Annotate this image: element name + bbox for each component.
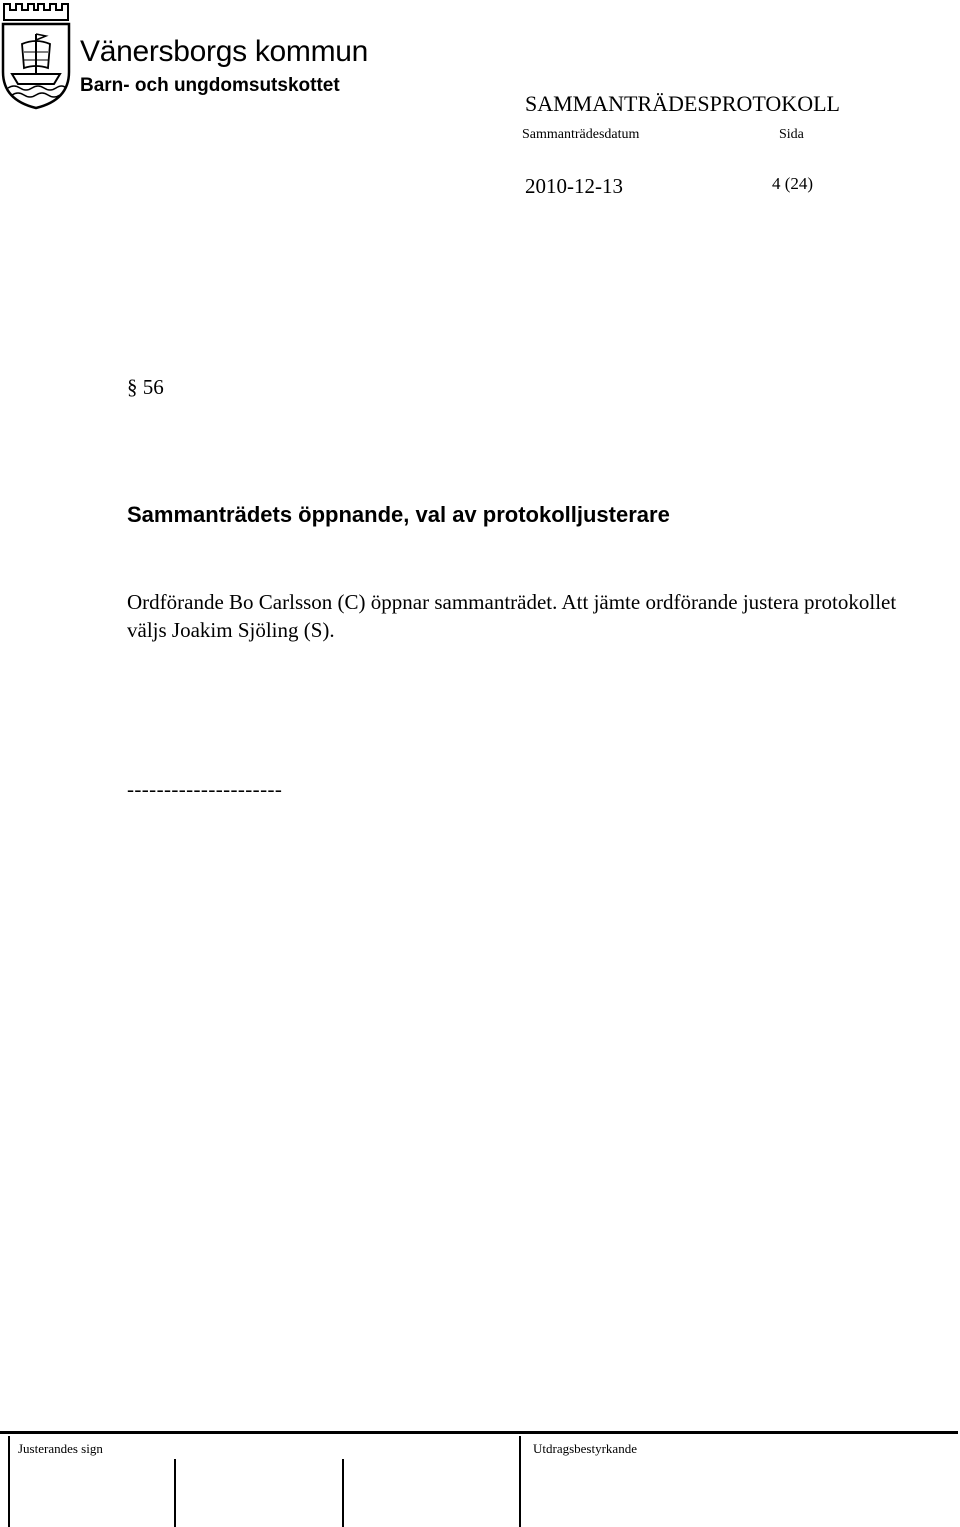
footer-divider xyxy=(8,1436,10,1527)
footer-top-rule xyxy=(0,1431,958,1434)
signature-label: Justerandes sign xyxy=(18,1441,103,1456)
meeting-date: 2010-12-13 xyxy=(525,174,623,198)
section-separator: --------------------- xyxy=(127,777,283,801)
footer-divider xyxy=(174,1459,176,1527)
document-type: SAMMANTRÄDESPROTOKOLL xyxy=(525,91,840,116)
meeting-date-label: Sammanträdesdatum xyxy=(522,127,640,142)
certification-label: Utdragsbestyrkande xyxy=(533,1441,637,1456)
section-heading: Sammanträdets öppnande, val av protokolljusterare xyxy=(127,502,670,527)
section-body: Ordförande Bo Carlsson (C) öppnar sammanträdet. Att jämte ordförande justera protokollet väljs Joakim Sjöling (S). xyxy=(127,590,897,642)
coat-of-arms-ship-icon xyxy=(0,0,72,112)
municipality-name: Vänersborgs kommun xyxy=(80,35,369,68)
page-number: 4 (24) xyxy=(772,174,814,193)
footer-divider xyxy=(342,1459,344,1527)
section-number: § 56 xyxy=(127,375,164,399)
footer-divider xyxy=(519,1436,521,1527)
committee-name: Barn- och ungdomsutskottet xyxy=(80,75,340,96)
page-label: Sida xyxy=(779,127,804,142)
